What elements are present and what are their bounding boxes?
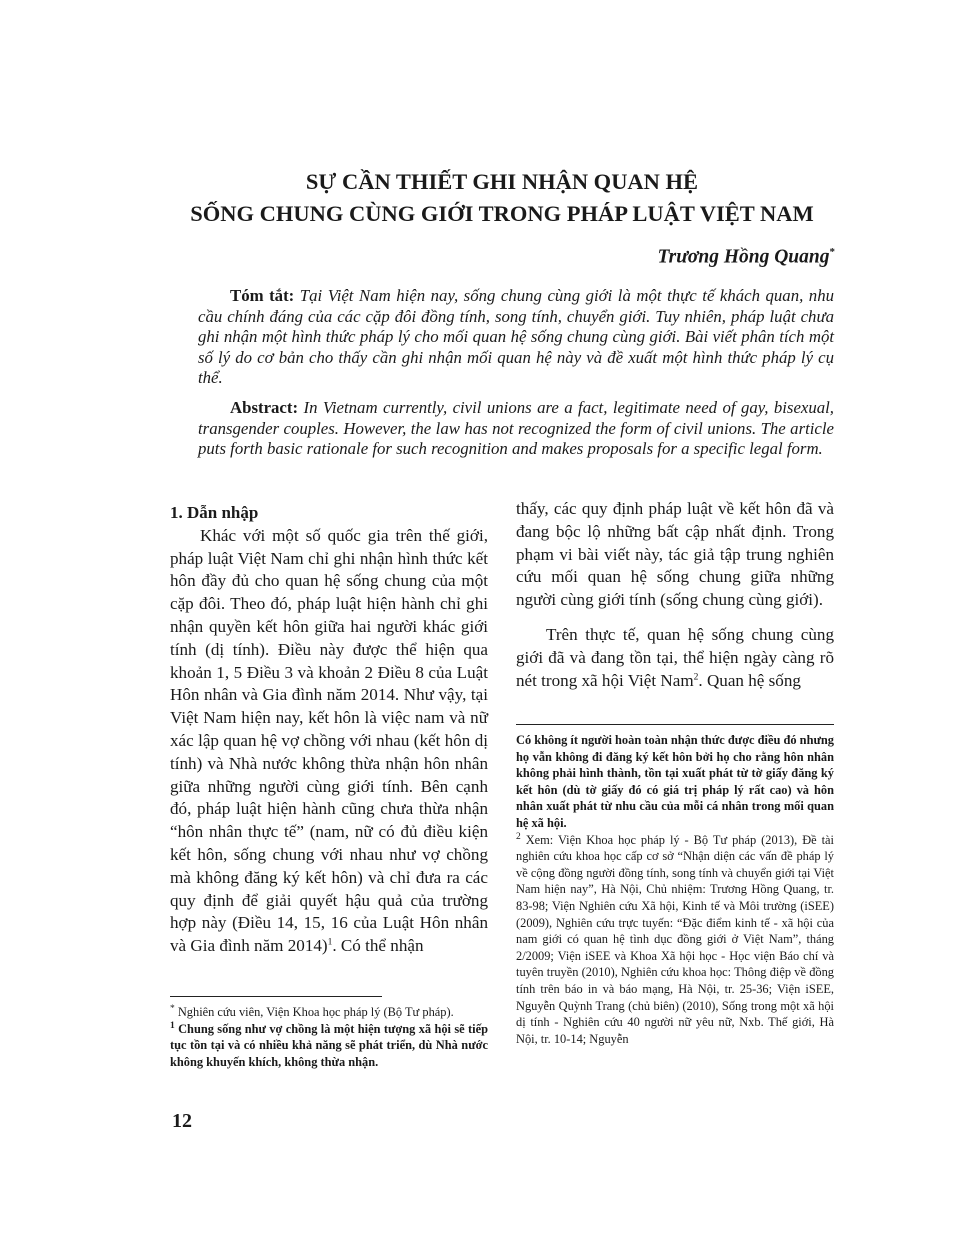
summary-vi-text: Tại Việt Nam hiện nay, sống chung cùng giới là một thực tế khách quan, nhu cầu chính đáng của các cặp đôi đồng tính, song tính, chuyển giới. Tuy nhiên, pháp luật chưa ghi nhận một hình thức pháp lý cho mối quan hệ sống chung cùng giới. Bài viết phân tích một số lý do cơ bản cho thấy cần ghi nhận mối quan hệ này và đề xuất một hình thức pháp lý cụ thể. [198, 286, 834, 388]
summary-en-text: In Vietnam currently, civil unions are a fact, legitimate need of gay, bisexual, transgender couples. However, the law has not recognized the form of civil unions. The article puts forth basic rationale for such recognition and makes proposals for a specific legal form. [198, 398, 834, 459]
right-paragraph-2: Trên thực tế, quan hệ sống chung cùng giới đã và đang tồn tại, thể hiện ngày càng rõ nét trong xã hội Việt Nam$^2$. Quan hệ sống [516, 624, 834, 690]
footnotes-right [516, 732, 834, 1047]
footnote-ref-1: 1 [327, 937, 333, 948]
summary-vietnamese [198, 286, 834, 389]
summary-vi-label: Tóm tắt: [230, 286, 295, 305]
title-line-2: SỐNG CHUNG CÙNG GIỚI TRONG PHÁP LUẬT VIỆT NAM [190, 201, 814, 226]
left-paragraph: Khác với một số quốc gia trên thế giới, pháp luật Việt Nam chỉ ghi nhận hình thức kết hôn đầy đủ cho quan hệ sống chung của một cặp đôi. Theo đó, pháp luật hiện hành chỉ ghi nhận quyền kết hôn giữa hai người khác giới tính (dị tính). Điều này được thể hiện qua khoản 1, 5 Điều 3 và khoản 2 Điều 8 của Luật Hôn nhân và Gia đình năm 2014. Như vậy, tại Việt Nam hiện nay, kết hôn là việc nam và nữ xác lập quan hệ vợ chồng với nhau (kết hôn dị tính) và Nhà nước không thừa nhận hôn nhân giữa những người cùng giới tính. Bên cạnh đó, pháp luật hiện hành cũng chưa thừa nhận “hôn nhân thực tế” (nam, nữ có đủ điều kiện kết hôn, sống chung với nhau như vợ chồng mà không đăng ký kết hôn) và chỉ đưa ra các quy định để giải quyết hậu quả của trường hợp này (Điều 14, 15, 16 của Luật Hôn nhân và Gia đình năm 2014)$^1$. Có thể nhận [170, 525, 488, 956]
article-title [170, 166, 834, 230]
author-footnote-mark: * [829, 246, 835, 258]
right-paragraph-1: thấy, các quy định pháp luật về kết hôn đã và đang bộc lộ những bất cập nhất định. Trong phạm vi bài viết này, tác giả tập trung nghiên cứu mối quan hệ sống chung giữa những người cùng giới tính (sống chung cùng giới). [516, 499, 834, 610]
footnote-2: $^2$ Xem: Viện Khoa học pháp lý - Bộ Tư pháp (2013), Đề tài nghiên cứu khoa học cấp cơ sở “Nhận diện các vấn đề pháp lý về cộng đồng người đồng tính, song tính và chuyển giới tại Việt Nam hiện nay”, Hà Nội, Chủ nhiệm: Trương Hồng Quang, tr. 83-98; Viện Nghiên cứu Xã hội, Kinh tế và Môi trường (iSEE) (2009), Nghiên cứu trực tuyến: “Đặc điểm kinh tế - xã hội của nam giới có quan hệ tình dục đồng giới ở Việt Nam”, tháng 2/2009; Viện iSEE và Khoa Xã hội học - Học viện Báo chí và tuyên truyền (2010), Nghiên cứu khoa học: Thông điệp về đồng tính trên báo in và báo mạng, Hà Nội, tr. 25-36; Viện iSEE, Nguyễn Quỳnh Trang (chủ biên) (2010), Sống trong một xã hội dị tính - Nghiên cứu 40 người nữ yêu nữ, Nxb. Thế giới, Hà Nội, tr. 10-14; Nguyễn [516, 831, 834, 1046]
footnote-1: $^1$ Chung sống như vợ chồng là một hiện tượng xã hội sẽ tiếp tục tồn tại và có nhiều khả năng sẽ phát triển, dù Nhà nước không khuyến khích, không thừa nhận. [170, 1020, 488, 1069]
section-heading: 1. Dẫn nhập [170, 503, 259, 522]
author-name: Trương Hồng Quang* [657, 246, 835, 268]
footnote-divider-right [516, 724, 834, 725]
footnote-1-continued: Có không ít người hoàn toàn nhận thức được điều đó nhưng họ vẫn không đi đăng ký kết hôn bởi họ cho rằng hôn nhân không phải hình thành, tồn tại xuất phát từ tờ giấy đăng ký kết hôn (dù tờ giấy đó có giá trị pháp lý rất cao) và hôn nhân xuất phát từ nhu cầu của mỗi cá nhân trong mối quan hệ xã hội. [516, 733, 834, 830]
title-line-1: SỰ CẦN THIẾT GHI NHẬN QUAN HỆ [305, 169, 699, 194]
left-column [170, 502, 488, 958]
footnote-ref-2: 2 [693, 671, 699, 682]
page-number: 12 [172, 1110, 192, 1132]
footnote-divider-left [170, 996, 382, 997]
summary-english [198, 398, 834, 460]
summary-en-label: Abstract: [230, 398, 299, 417]
footnotes-left [170, 1004, 488, 1070]
right-column [516, 498, 834, 692]
footnote-star: * Nghiên cứu viên, Viện Khoa học pháp lý (Bộ Tư pháp). [170, 1003, 454, 1019]
